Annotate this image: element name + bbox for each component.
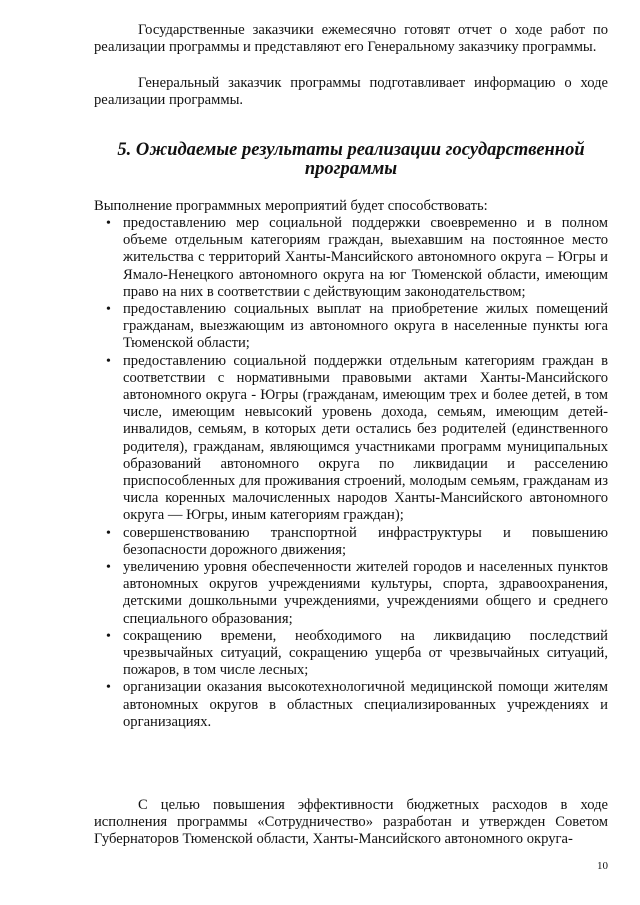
list-item-text: увеличению уровня обеспеченности жителей городов и населенных пунктов автономных округов учреждениями культуры, спорта, здравоохранения, детскими дошкольными учреждениями, учреждениями общего и среднего специального образования; bbox=[123, 559, 608, 627]
list-item-text: предоставлению социальной поддержки отдельным категориям граждан в соответствии с нормативными правовыми актами Ханты-Мансийского автономного округа - Югры (гражданам, имеющим трех и более детей, в том числе, имеющим невысокий уровень дохода, семьям, имеющим детей-инвалидов, семьям, в которых дети остались без родителей (единственного родителя), гражданам, являющимся участниками программ муниципальных образований автономного округа по ликвидации и расселению приспособленных для проживания строений, молодым семьям, гражданам из числа коренных малочисленных народов Ханты-Мансийского автономного округа — Югры, иным категориям граждан); bbox=[123, 352, 608, 524]
list-item bbox=[94, 215, 608, 301]
paragraph-general-customer: Генеральный заказчик программы подготавливает информацию о ходе реализации программы. bbox=[94, 75, 608, 109]
bullet-icon: • bbox=[106, 628, 111, 644]
list-item bbox=[94, 353, 608, 525]
list-item-text: сокращению времени, необходимого на ликвидацию последствий чрезвычайных ситуаций, сокращению ущерба от чрезвычайных ситуаций, пожаров, в том числе лесных; bbox=[123, 627, 608, 679]
list-item bbox=[94, 679, 608, 731]
bullet-icon: • bbox=[106, 216, 111, 231]
list-item bbox=[94, 559, 608, 628]
section-title: 5. Ожидаемые результаты реализации государственной программы bbox=[117, 140, 585, 179]
list-item bbox=[94, 525, 608, 559]
section-intro: Выполнение программных мероприятий будет способствовать: bbox=[94, 198, 488, 214]
document-page bbox=[94, 0, 608, 905]
list-item bbox=[94, 301, 608, 353]
page-number: 10 bbox=[597, 860, 608, 872]
list-item-text: совершенствованию транспортной инфраструктуры и повышению безопасности дорожного движения; bbox=[123, 524, 608, 558]
list-item-text: предоставлению мер социальной поддержки своевременно и в полном объеме отдельным категориям граждан, выехавшим на постоянное место жительства с территорий Ханты-Мансийского автономного округа – Югры и Ямало-Ненецкого автономного округа на юг Тюменской области, имеющим право на них в соответствии с действующим законодательством; bbox=[123, 215, 608, 300]
results-list bbox=[94, 215, 608, 731]
list-item bbox=[94, 628, 608, 680]
paragraph-report: Государственные заказчики ежемесячно готовят отчет о ходе работ по реализации программы и представляют его Генеральному заказчику программы. bbox=[94, 22, 608, 56]
bullet-icon: • bbox=[106, 302, 111, 318]
list-item-text: организации оказания высокотехнологичной медицинской помощи жителям автономных округов в областных специализированных учреждениях и организациях. bbox=[123, 679, 608, 730]
list-item-text: предоставлению социальных выплат на приобретение жилых помещений гражданам, выезжающим из автономного округа в населенные пункты юга Тюменской области; bbox=[123, 301, 608, 352]
bullet-icon: • bbox=[106, 525, 111, 541]
bullet-icon: • bbox=[106, 560, 111, 576]
bullet-icon: • bbox=[106, 680, 111, 696]
bullet-icon: • bbox=[106, 353, 111, 369]
paragraph-closing: С целью повышения эффективности бюджетных расходов в ходе исполнения программы «Сотрудничество» разработан и утвержден Советом Губернаторов Тюменской области, Ханты-Мансийского автономного округа- bbox=[94, 797, 608, 848]
